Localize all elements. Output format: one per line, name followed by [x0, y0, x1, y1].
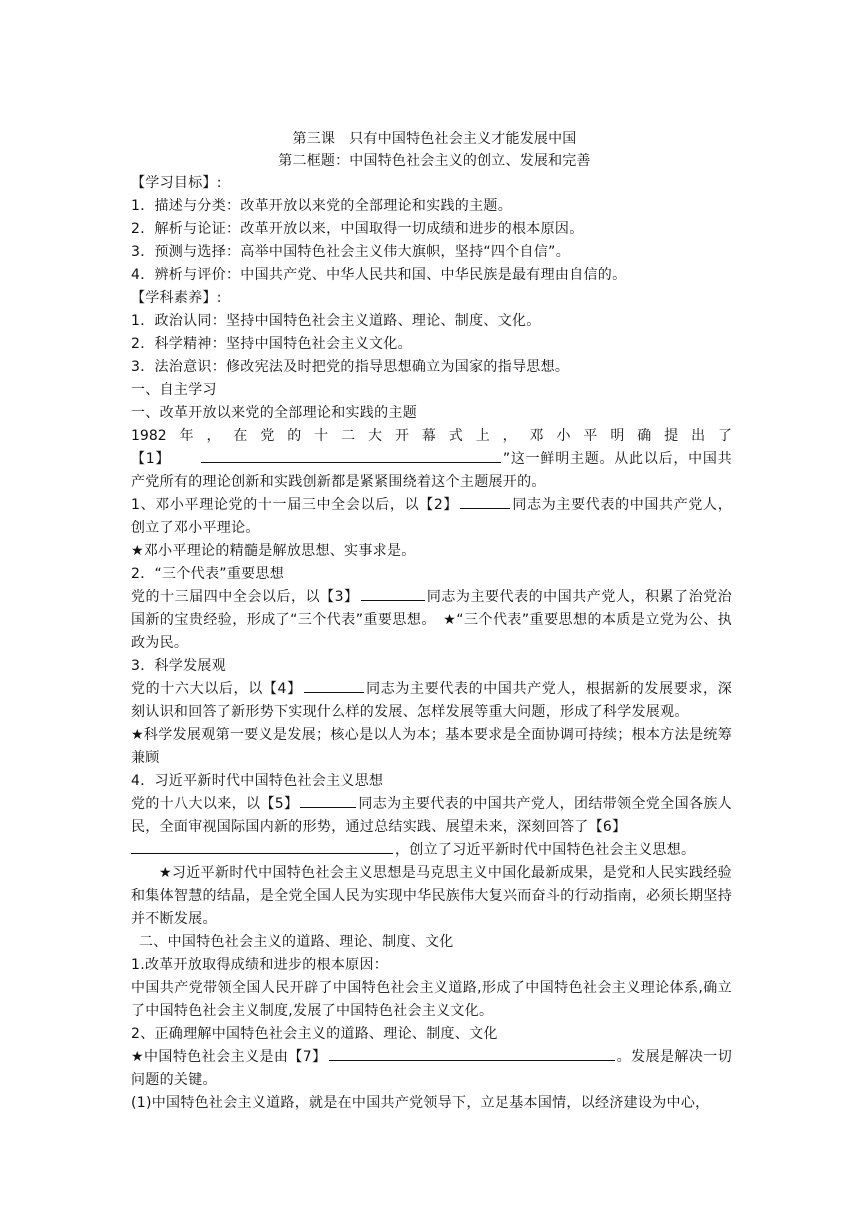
spread-char: 开 [394, 428, 409, 444]
spread-char: 平 [583, 428, 598, 444]
spread-char: 二 [341, 428, 356, 444]
spread-char: 党 [260, 428, 275, 444]
goals-heading: 【学习目标】: [131, 175, 222, 191]
section1-heading: 一、改革开放以来党的全部理论和实践的主题 [131, 405, 417, 421]
answer-blank-3[interactable] [361, 586, 425, 601]
literacy-item: 1．政治认同：坚持中国特色社会主义道路、理论、制度、文化。 [131, 313, 541, 329]
scientific-dev-before: 党的十六大以后，以【4】 [131, 681, 302, 697]
scientific-dev-after: 同志为主要代表的中国共产党人，根据新的发展要求，深刻认识和回答了新形势下实现什么样的发展、怎样发展等重大问题，形成了科学发展观。 [131, 681, 732, 720]
self-study-heading: 一、自主学习 [131, 382, 217, 398]
spread-char: 的 [287, 428, 302, 444]
literacy-item: 2．科学精神：坚持中国特色社会主义文化。 [131, 336, 412, 352]
blank-label-1: 【1】 [131, 451, 171, 467]
spread-char: 出 [691, 428, 706, 444]
deng-paragraph [131, 494, 732, 540]
answer-blank-1[interactable] [201, 448, 501, 463]
deng-star-note: ★邓小平理论的精髓是解放思想、实事求是。 [131, 543, 416, 559]
spread-char: ， [206, 428, 221, 444]
scientific-dev-paragraph [131, 678, 732, 724]
literacy-heading: 【学科素养】: [131, 290, 222, 306]
xi-thought-mid: 同志为主要代表的中国共产党人，团结带领全党全国各族人民，全面审视国际国内新的形势，通过总结实践、展望未来，深刻回答了【6】 [131, 796, 732, 835]
lesson-subtitle: 第二框题：中国特色社会主义的创立、发展和完善 [278, 153, 591, 169]
spread-char: 在 [233, 428, 248, 444]
section2-heading: 二、中国特色社会主义的道路、理论、制度、文化 [139, 934, 454, 950]
answer-blank-4[interactable] [304, 678, 364, 693]
definition-after: 。发展是解决一切问题的关键。 [131, 1049, 732, 1088]
goal-item: 4．辨析与评价：中国共产党、中华人民共和国、中华民族是最有理由自信的。 [131, 267, 627, 283]
goal-item: 2．解析与论证：改革开放以来，中国取得一切成绩和进步的根本原因。 [131, 221, 584, 237]
xi-thought-after: ，创立了习近平新时代中国特色社会主义思想。 [395, 842, 696, 858]
spread-char: 邓 [529, 428, 544, 444]
xi-thought-star-note: ★习近平新时代中国特色社会主义思想是马克思主义中国化最新成果，是党和人民实践经验和集体智慧的结晶，是全党全国人民为实现中华民族伟大复兴而奋斗的行动指南，必须长期坚持并不断发展。 [131, 865, 732, 927]
goal-item: 3．预测与选择：高举中国特色社会主义伟大旗帜，坚持“四个自信”。 [131, 244, 571, 260]
answer-blank-5[interactable] [300, 793, 356, 808]
spread-char: 大 [368, 428, 383, 444]
three-represents-heading: 2．“三个代表”重要思想 [131, 566, 285, 582]
understanding-heading: 2、正确理解中国特色社会主义的道路、理论、制度、文化 [131, 1026, 498, 1042]
intro-paragraph [131, 448, 732, 494]
spread-char: 幕 [421, 428, 436, 444]
definition-before: ★中国特色社会主义是由【7】 [131, 1049, 327, 1065]
intro-text: ”这一鲜明主题。从此以后，中国共产党所有的理论创新和实践创新都是紧紧围绕着这个主题展开的。 [131, 451, 732, 490]
root-cause-answer: 中国共产党带领全国人民开辟了中国特色社会主义道路,形成了中国特色社会主义理论体系,确立了中国特色社会主义制度,发展了中国特色社会主义文化。 [131, 980, 732, 1019]
scientific-dev-heading: 3．科学发展观 [131, 658, 227, 674]
literacy-item: 3．法治意识：修改宪法及时把党的指导思想确立为国家的指导思想。 [131, 359, 570, 375]
goal-item: 1．描述与分类：改革开放以来党的全部理论和实践的主题。 [131, 198, 513, 214]
spread-char: 1982 [131, 428, 167, 444]
spread-char: 上 [475, 428, 490, 444]
three-represents-before: 党的十三届四中全会以后，以【3】 [131, 589, 359, 605]
spread-char: 了 [718, 428, 732, 444]
road-paragraph: (1)中国特色社会主义道路，就是在中国共产党领导下，立足基本国情，以经济建设为中心， [131, 1095, 710, 1111]
socialism-definition [131, 1046, 732, 1092]
answer-blank-6[interactable] [131, 839, 393, 854]
answer-blank-7[interactable] [329, 1046, 615, 1061]
spread-char: 提 [664, 428, 679, 444]
spread-char: 确 [637, 428, 652, 444]
spread-char: 十 [314, 428, 329, 444]
scientific-dev-star-note: ★科学发展观第一要义是发展；核心是以人为本；基本要求是全面协调可持续；根本方法是统筹兼顾 [131, 727, 732, 766]
xi-thought-paragraph [131, 793, 732, 862]
spread-char: 明 [610, 428, 625, 444]
xi-thought-before: 党的十八大以来，以【5】 [131, 796, 299, 812]
lesson-title: 第三课 只有中国特色社会主义才能发展中国 [292, 131, 577, 147]
xi-thought-heading: 4．习近平新时代中国特色社会主义思想 [131, 773, 384, 789]
spread-char: 小 [556, 428, 571, 444]
spread-char: ， [502, 428, 517, 444]
three-represents-paragraph [131, 586, 732, 655]
three-represents-after: 同志为主要代表的中国共产党人，积累了治党治国新的宝贵经验，形成了“三个代表”重要思想。 ★“三个代表”重要思想的本质是立党为公、执政为民。 [131, 589, 732, 651]
intro-spread-line [131, 425, 732, 448]
deng-text-after: 同志为主要代表的中国共产党人，创立了邓小平理论。 [131, 497, 733, 536]
spread-char: 式 [448, 428, 463, 444]
root-cause-question: 1.改革开放取得成绩和进步的根本原因： [131, 957, 389, 973]
answer-blank-2[interactable] [460, 494, 510, 509]
deng-text-before: 1、邓小平理论党的十一届三中全会以后，以【2】 [131, 497, 459, 513]
spread-char: 年 [179, 428, 194, 444]
